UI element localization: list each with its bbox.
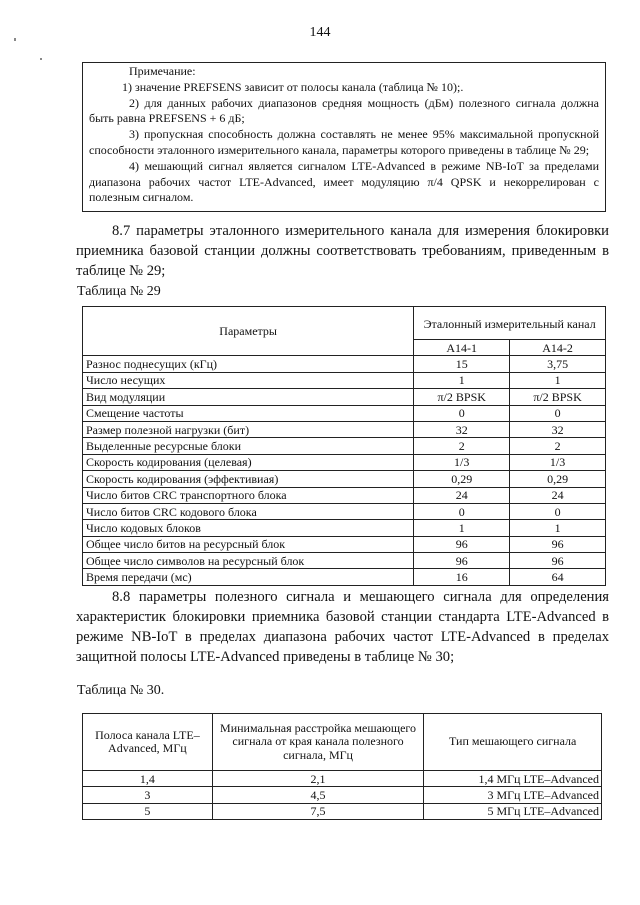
table-cell-param: Общее число символов на ресурсный блок: [83, 553, 414, 569]
table-30-header-type: Тип мешающего сигнала: [424, 714, 602, 771]
table-cell-value: 24: [510, 487, 606, 503]
table-cell-param: Число битов CRC транспортного блока: [83, 487, 414, 503]
table-cell-value: 96: [414, 553, 510, 569]
table-row: [83, 471, 606, 487]
table-29: [82, 306, 606, 586]
table-cell-value: 96: [414, 536, 510, 552]
note-item: 1) значение PREFSENS зависит от полосы канала (таблица № 10);.: [122, 79, 464, 94]
table-30: [82, 713, 602, 820]
table-cell-param: Число кодовых блоков: [83, 520, 414, 536]
table-cell-param: Выделенные ресурсные блоки: [83, 438, 414, 454]
table-30-header-bandwidth: Полоса канала LTE–Advanced, МГц: [83, 714, 213, 771]
table-cell-value: 24: [414, 487, 510, 503]
table-cell-param: Скорость кодирования (целевая): [83, 454, 414, 470]
table-cell-param: Смещение частоты: [83, 405, 414, 421]
table-cell-value: 3,75: [510, 356, 606, 372]
table-cell-param: Число битов CRC кодового блока: [83, 503, 414, 519]
table-cell-value: 0: [414, 405, 510, 421]
scan-mark: [14, 38, 16, 41]
table-cell-value: 1/3: [414, 454, 510, 470]
table-row: [83, 405, 606, 421]
table-cell-value: 0,29: [414, 471, 510, 487]
table-row: [83, 454, 606, 470]
table-row: [83, 536, 606, 552]
note-item: 2) для данных рабочих диапазонов средняя мощность (дБм) полезного сигнала должна быть равна PREFSENS + 6 дБ;: [89, 95, 599, 126]
table-30-caption: Таблица № 30.: [77, 683, 165, 698]
table-row: [83, 787, 602, 803]
table-row: [83, 487, 606, 503]
note-item: 4) мешающий сигнал является сигналом LTE-Advanced в режиме NB-IoT за пределами диапазона рабочих частот LTE-Advanced, имеет модуляцию π/4 QPSK и некоррелирован с полезным сигналом.: [89, 158, 599, 205]
table-cell-param: Вид модуляции: [83, 389, 414, 405]
table-29-header-col1: А14-1: [414, 340, 510, 356]
note-box: [82, 62, 606, 212]
table-cell-value: 1/3: [510, 454, 606, 470]
table-cell-value: π/2 BPSK: [510, 389, 606, 405]
table-row: [83, 553, 606, 569]
table-cell-param: Размер полезной нагрузки (бит): [83, 421, 414, 437]
table-cell-value: 16: [414, 569, 510, 585]
table-29-header-col2: А14-2: [510, 340, 606, 356]
table-cell-value: π/2 BPSK: [414, 389, 510, 405]
table-cell-offset: 7,5: [212, 803, 424, 819]
table-cell-param: Скорость кодирования (эффективиая): [83, 471, 414, 487]
note-title: Примечание:: [129, 64, 196, 78]
table-cell-param: Число несущих: [83, 372, 414, 388]
table-29-header-group: Эталонный измерительный канал: [414, 307, 606, 340]
table-cell-bandwidth: 5: [83, 803, 213, 819]
paragraph-8-8: 8.8 параметры полезного сигнала и мешающего сигнала для определения характеристик блокировки приемника базовой станции стандарта LTE-Advanced в режиме NB-IoT в пределах диапазона рабочих частот LTE-Advanced в пределах защитной полосы LTE-Advanced приведены в таблице № 30;: [76, 589, 609, 665]
table-cell-value: 2: [414, 438, 510, 454]
table-cell-value: 15: [414, 356, 510, 372]
table-cell-value: 0: [510, 405, 606, 421]
table-row: [83, 503, 606, 519]
scan-mark: [40, 58, 42, 60]
table-cell-bandwidth: 1,4: [83, 771, 213, 787]
table-30-header-offset: Минимальная расстройка мешающего сигнала от края канала полезного сигнала, МГц: [212, 714, 424, 771]
table-row: [83, 569, 606, 585]
table-cell-value: 0: [510, 503, 606, 519]
table-row: [83, 389, 606, 405]
table-row: [83, 520, 606, 536]
table-cell-value: 1: [414, 520, 510, 536]
table-cell-bandwidth: 3: [83, 787, 213, 803]
note-item: 3) пропускная способность должна составлять не менее 95% максимальной пропускной способности эталонного измерительного канала, параметры которого приведены в таблице № 29;: [89, 127, 599, 157]
table-cell-value: 0: [414, 503, 510, 519]
table-cell-offset: 2,1: [212, 771, 424, 787]
table-row: [83, 372, 606, 388]
table-cell-value: 96: [510, 553, 606, 569]
table-29-header-params: Параметры: [83, 307, 414, 356]
table-cell-value: 1: [510, 372, 606, 388]
table-cell-param: Время передачи (мс): [83, 569, 414, 585]
table-cell-offset: 4,5: [212, 787, 424, 803]
table-cell-type: 5 МГц LTE–Advanced: [424, 803, 602, 819]
table-row: [83, 771, 602, 787]
table-cell-value: 64: [510, 569, 606, 585]
table-cell-value: 32: [510, 421, 606, 437]
table-cell-type: 1,4 МГц LTE–Advanced: [424, 771, 602, 787]
table-row: [83, 803, 602, 819]
table-cell-param: Разнос поднесущих (кГц): [83, 356, 414, 372]
table-row: [83, 356, 606, 372]
table-cell-type: 3 МГц LTE–Advanced: [424, 787, 602, 803]
table-cell-value: 1: [414, 372, 510, 388]
table-cell-value: 32: [414, 421, 510, 437]
table-29-caption: Таблица № 29: [77, 284, 161, 299]
page-number: 144: [309, 25, 331, 40]
table-cell-value: 2: [510, 438, 606, 454]
table-cell-value: 1: [510, 520, 606, 536]
table-row: [83, 421, 606, 437]
table-cell-param: Общее число битов на ресурсный блок: [83, 536, 414, 552]
table-row: [83, 438, 606, 454]
table-cell-value: 0,29: [510, 471, 606, 487]
table-cell-value: 96: [510, 536, 606, 552]
paragraph-8-7: 8.7 параметры эталонного измерительного канала для измерения блокировки приемника базовой станции должны соответствовать требованиям, приведенным в таблице № 29;: [76, 223, 609, 279]
